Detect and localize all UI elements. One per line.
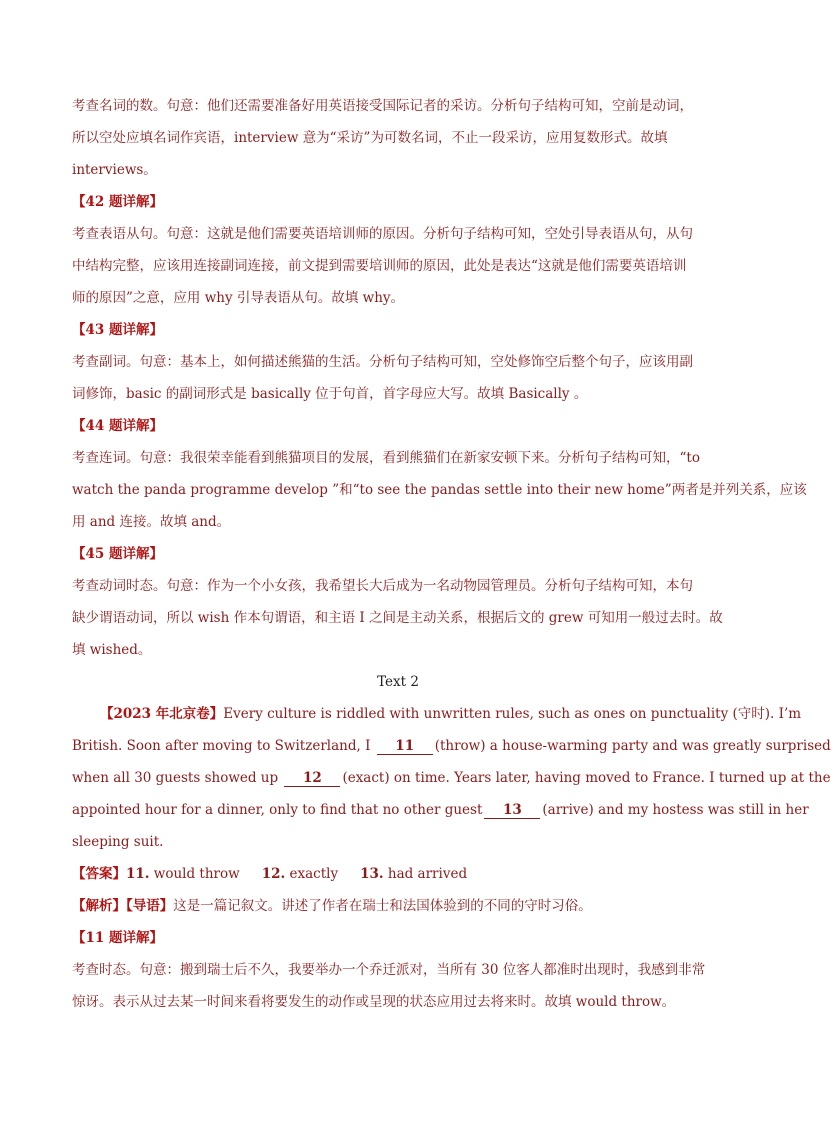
answer-number: 12. bbox=[261, 866, 286, 882]
text-line: 考查时态。句意：搬到瑞士后不久，我要举办一个乔迁派对，当所有 30 位客人都准时出现时，我感到非常 bbox=[72, 962, 706, 978]
blank-11: 11 bbox=[377, 738, 433, 755]
text-line: 考查连词。句意：我很荣幸能看到熊猫项目的发展，看到熊猫们在新家安顿下来。分析句子结构可知，“to bbox=[72, 450, 700, 466]
passage-text: (exact) on time. Years later, having moved to France. I turned up at the bbox=[342, 770, 831, 786]
blank-13: 13 bbox=[484, 802, 540, 819]
passage-line bbox=[72, 704, 802, 726]
blank-12: 12 bbox=[284, 770, 340, 787]
text-line: interviews。 bbox=[72, 162, 157, 178]
text-line: 惊讶。表示从过去某一时间来看将要发生的动作或呈现的状态应用过去将来时。故填 would throw。 bbox=[72, 994, 676, 1010]
passage-text: appointed hour for a dinner, only to find that no other guest bbox=[72, 802, 483, 818]
section-heading-11: 【11 题详解】 bbox=[72, 930, 163, 946]
section-heading-44: 【44 题详解】 bbox=[72, 418, 163, 434]
passage-text: (arrive) and my hostess was still in her bbox=[542, 802, 809, 818]
text-line: 缺少谓语动词，所以 wish 作本句谓语，和主语 I 之间是主动关系，根据后文的 grew 可知用一般过去时。故 bbox=[72, 610, 723, 626]
text-line: 考查动词时态。句意：作为一个小女孩，我希望长大后成为一名动物园管理员。分析句子结构可知，本句 bbox=[72, 578, 693, 594]
text-line: 用 and 连接。故填 and。 bbox=[72, 514, 231, 530]
text-line: 考查表语从句。句意：这就是他们需要英语培训师的原因。分析句子结构可知，空处引导表语从句，从句 bbox=[72, 226, 693, 242]
analysis-line bbox=[72, 896, 724, 918]
section-heading-43: 【43 题详解】 bbox=[72, 322, 163, 338]
source-tag: 【2023 年北京卷】 bbox=[100, 706, 224, 722]
answer-number: 11. bbox=[126, 866, 150, 882]
answer-number: 13. bbox=[360, 866, 384, 882]
passage-text: (throw) a house-warming party and was greatly surprised bbox=[434, 738, 831, 754]
analysis-label: 【解析】 bbox=[72, 898, 126, 914]
text-line: 师的原因”之意，应用 why 引导表语从句。故填 why。 bbox=[72, 290, 405, 306]
passage-title: Text 2 bbox=[377, 674, 419, 690]
passage-text: Every culture is riddled with unwritten rules, such as ones on punctuality (守时). I’m bbox=[223, 706, 802, 722]
passage-text: when all 30 guests showed up bbox=[72, 770, 279, 786]
guide-label: 【导语】 bbox=[126, 898, 174, 914]
passage-line bbox=[72, 800, 809, 822]
answer-line bbox=[72, 864, 724, 886]
text-line: 词修饰，basic 的副词形式是 basically 位于句首，首字母应大写。故填 Basically 。 bbox=[72, 386, 588, 402]
passage-text: British. Soon after moving to Switzerland, I bbox=[72, 738, 371, 754]
answer-value: would throw bbox=[153, 866, 240, 882]
passage-line bbox=[72, 768, 831, 790]
answer-value: exactly bbox=[289, 866, 339, 882]
answer-label: 【答案】 bbox=[72, 866, 126, 882]
text-line: 中结构完整，应该用连接副词连接，前文提到需要培训师的原因，此处是表达“这就是他们需要英语培训 bbox=[72, 258, 687, 274]
text-line: 填 wished。 bbox=[72, 642, 152, 658]
text-line: watch the panda programme develop ”和“to see the pandas settle into their new home”两者是并列关系，应该 bbox=[72, 482, 807, 498]
passage-line bbox=[72, 736, 831, 758]
passage-line: sleeping suit. bbox=[72, 834, 164, 850]
answer-value: had arrived bbox=[387, 866, 468, 882]
section-heading-45: 【45 题详解】 bbox=[72, 546, 163, 562]
analysis-text: 这是一篇记叙文。讲述了作者在瑞士和法国体验到的不同的守时习俗。 bbox=[173, 898, 592, 914]
text-line: 所以空处应填名词作宾语，interview 意为“采访”为可数名词，不止一段采访，应用复数形式。故填 bbox=[72, 130, 668, 146]
text-line: 考查名词的数。句意：他们还需要准备好用英语接受国际记者的采访。分析句子结构可知，空前是动词， bbox=[72, 98, 693, 114]
section-heading-42: 【42 题详解】 bbox=[72, 194, 163, 210]
text-line: 考查副词。句意：基本上，如何描述熊猫的生活。分析句子结构可知，空处修饰空后整个句子，应该用副 bbox=[72, 354, 693, 370]
